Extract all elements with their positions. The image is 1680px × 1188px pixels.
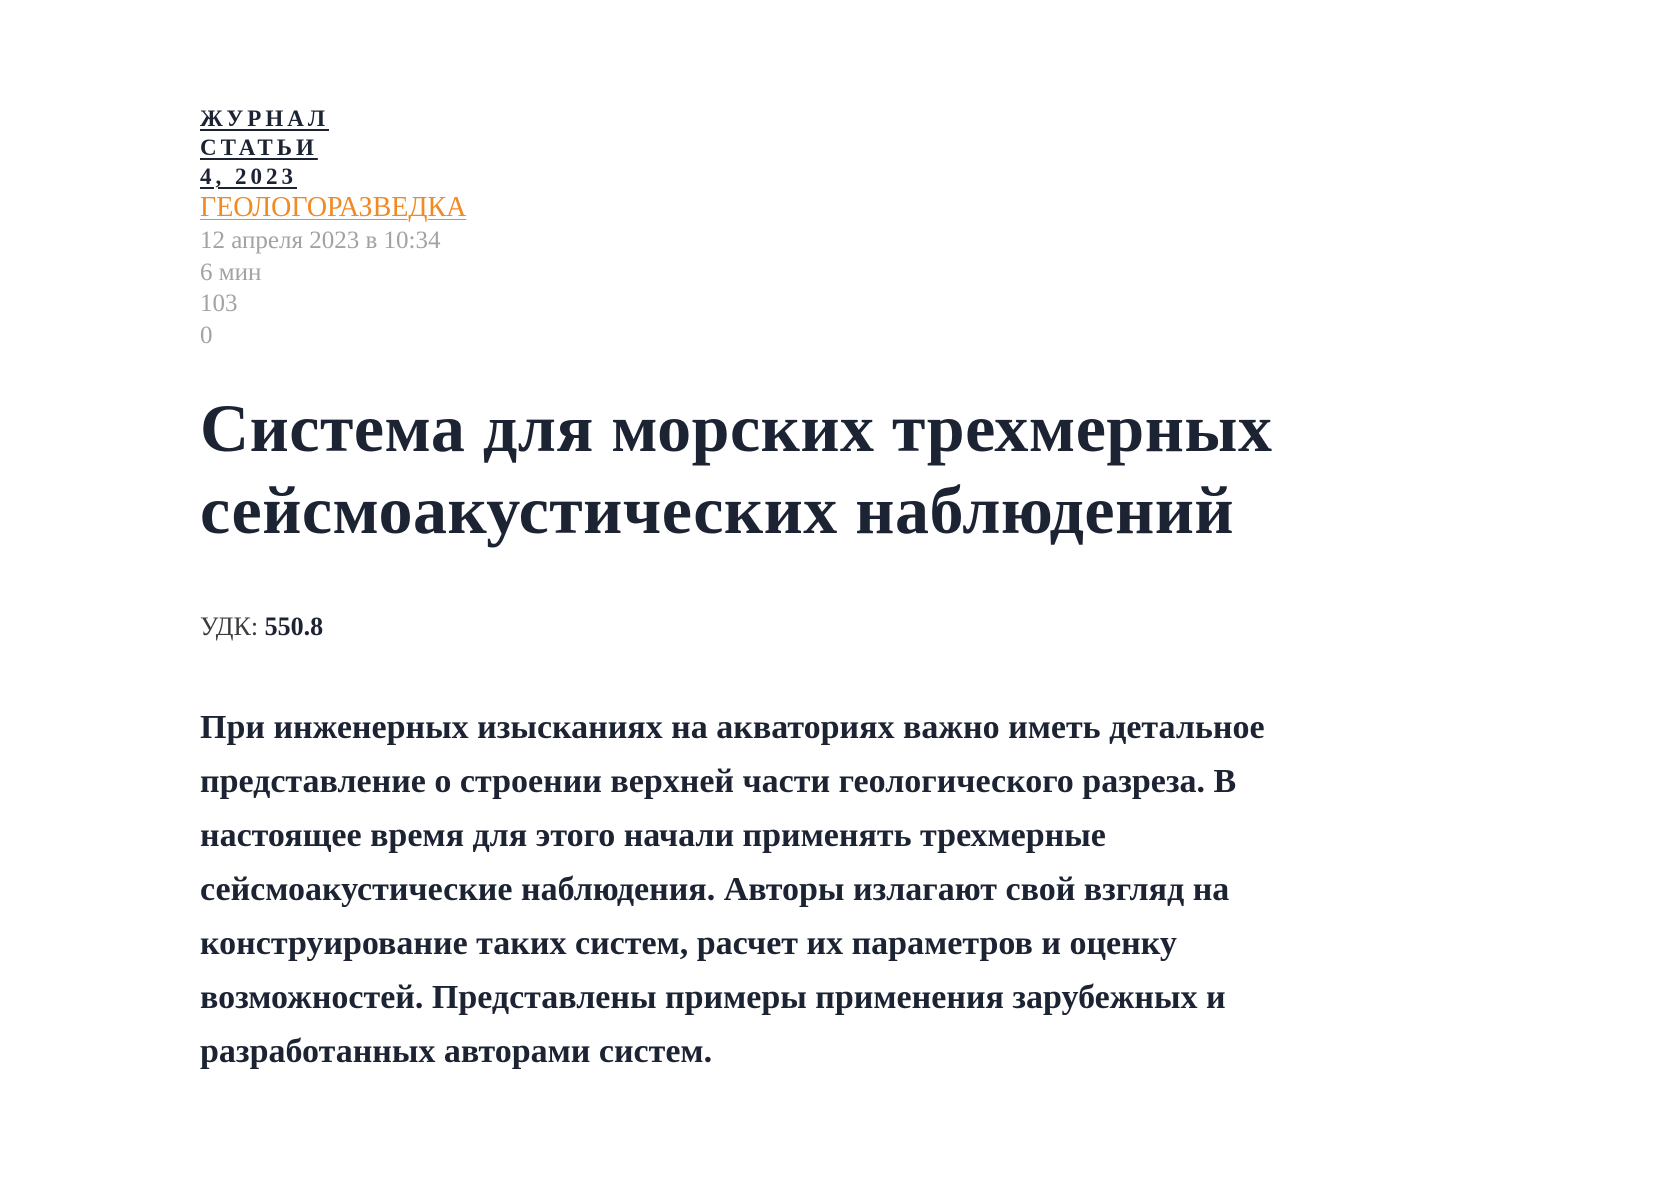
lead-line: настоящее время для этого начали применять трехмерные: [200, 817, 1106, 854]
udk-code: [200, 611, 1500, 643]
title-line-1: Система для морских трехмерных: [200, 390, 1273, 466]
article-page: [200, 104, 1500, 1079]
lead-line: разработанных авторами систем.: [200, 1033, 713, 1070]
publish-date: 12 апреля 2023 в 10:34: [200, 227, 441, 254]
article-lead: [200, 701, 1440, 1079]
read-time: 6 мин: [200, 258, 262, 286]
lead-line: представление о строении верхней части геологического разреза. В: [200, 763, 1237, 800]
category-link[interactable]: ГЕОЛОГОРАЗВЕДКА: [200, 192, 467, 223]
udk-value: 550.8: [264, 612, 324, 641]
lead-line: При инженерных изысканиях на акваториях важно иметь детальное: [200, 709, 1265, 746]
page-title: [200, 387, 1500, 551]
comments-count: 0: [200, 321, 213, 349]
lead-line: возможностей. Представлены примеры применения зарубежных и: [200, 979, 1226, 1016]
lead-line: конструирование таких систем, расчет их параметров и оценку: [200, 925, 1177, 962]
breadcrumb-item-issue[interactable]: 4, 2023: [200, 164, 297, 189]
lead-line: сейсмоакустические наблюдения. Авторы излагают свой взгляд на: [200, 871, 1230, 908]
views-count: 103: [200, 290, 238, 317]
breadcrumb-item-journal[interactable]: ЖУРНАЛ: [200, 106, 329, 131]
breadcrumb-item-articles[interactable]: СТАТЬИ: [200, 135, 318, 160]
article-meta: [200, 225, 1500, 351]
udk-label: УДК:: [200, 612, 259, 641]
title-line-2: сейсмоакустических наблюдений: [200, 472, 1235, 548]
breadcrumb: [200, 104, 1500, 225]
